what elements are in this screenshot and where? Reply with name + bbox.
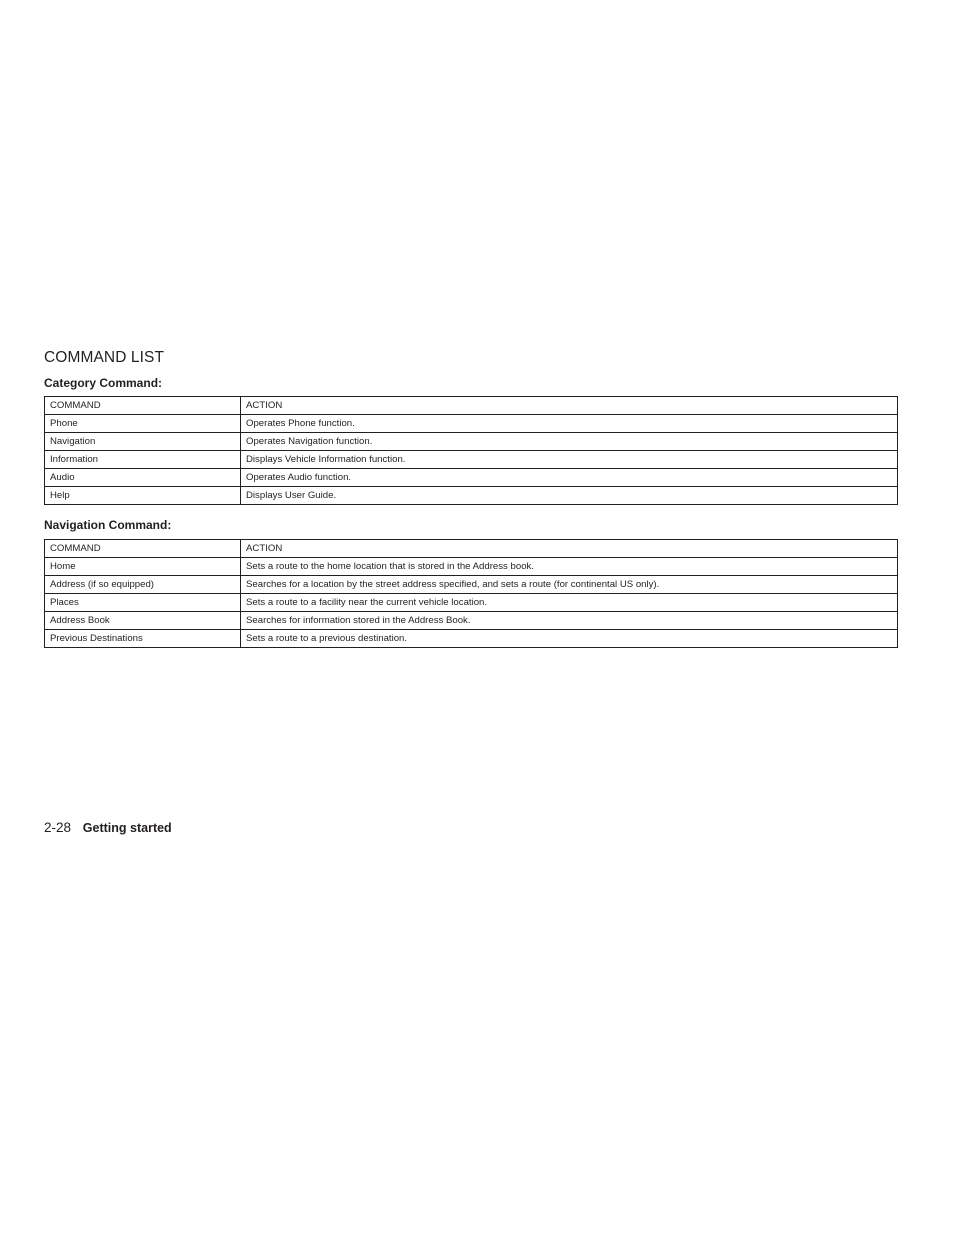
navigation-command-table xyxy=(44,539,898,648)
table-row xyxy=(45,594,898,612)
table-row xyxy=(45,433,898,451)
command-cell: Navigation xyxy=(45,433,241,451)
action-cell: Searches for a location by the street address specified, and sets a route (for continental US only). xyxy=(241,576,898,594)
category-command-heading: Category Command: xyxy=(44,376,163,390)
action-cell: Operates Phone function. xyxy=(241,415,898,433)
category-command-table xyxy=(44,396,898,505)
page-footer xyxy=(44,820,172,835)
action-cell: Sets a route to a facility near the current vehicle location. xyxy=(241,594,898,612)
command-cell: Previous Destinations xyxy=(45,630,241,648)
command-cell: Help xyxy=(45,487,241,505)
command-cell: Home xyxy=(45,558,241,576)
command-cell: Phone xyxy=(45,415,241,433)
command-cell: Address (if so equipped) xyxy=(45,576,241,594)
table-row xyxy=(45,469,898,487)
action-cell: Displays Vehicle Information function. xyxy=(241,451,898,469)
page-title: COMMAND LIST xyxy=(44,349,165,366)
table-row xyxy=(45,415,898,433)
table-header-row xyxy=(45,397,898,415)
command-cell: Places xyxy=(45,594,241,612)
column-header-command: COMMAND xyxy=(45,397,241,415)
command-cell: Audio xyxy=(45,469,241,487)
action-cell: Operates Audio function. xyxy=(241,469,898,487)
action-cell: Sets a route to a previous destination. xyxy=(241,630,898,648)
table-row xyxy=(45,612,898,630)
action-cell: Displays User Guide. xyxy=(241,487,898,505)
action-cell: Searches for information stored in the Address Book. xyxy=(241,612,898,630)
action-cell: Operates Navigation function. xyxy=(241,433,898,451)
table-header-row xyxy=(45,540,898,558)
page-number: 2-28 xyxy=(44,820,72,835)
table-row xyxy=(45,576,898,594)
column-header-action: ACTION xyxy=(241,397,898,415)
table-row xyxy=(45,487,898,505)
navigation-command-heading: Navigation Command: xyxy=(44,518,172,532)
column-header-action: ACTION xyxy=(241,540,898,558)
command-cell: Address Book xyxy=(45,612,241,630)
table-row xyxy=(45,451,898,469)
command-cell: Information xyxy=(45,451,241,469)
table-row xyxy=(45,558,898,576)
action-cell: Sets a route to the home location that is stored in the Address book. xyxy=(241,558,898,576)
column-header-command: COMMAND xyxy=(45,540,241,558)
chapter-title: Getting started xyxy=(82,821,172,835)
table-row xyxy=(45,630,898,648)
